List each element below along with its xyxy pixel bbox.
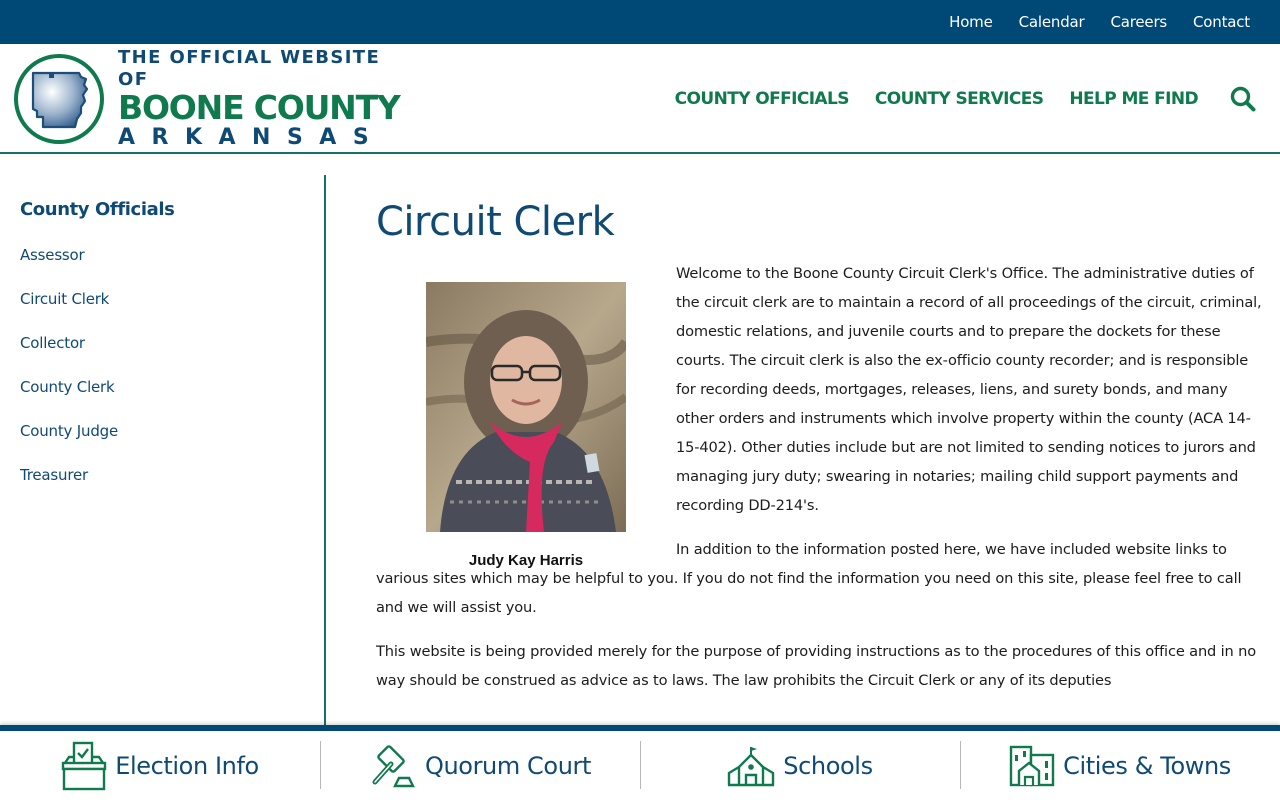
sidebar-link-collector[interactable]: Collector (20, 334, 85, 352)
sidebar-list (20, 245, 118, 509)
sidebar-item-county-judge (20, 421, 118, 465)
sidebar-item-county-clerk (20, 377, 118, 421)
utility-link-calendar[interactable]: Calendar (1018, 13, 1085, 31)
sidebar-link-county-judge[interactable]: County Judge (20, 422, 118, 440)
site-logo[interactable] (14, 47, 414, 150)
utility-link-home[interactable]: Home (949, 13, 993, 31)
official-photo-figure (426, 282, 626, 569)
quick-link-quorum-court[interactable] (320, 731, 640, 800)
site-header (0, 44, 1280, 154)
quick-link-label: Schools (783, 751, 873, 780)
logo-state-name: ARKANSAS (118, 125, 386, 150)
logo-county-name: BOONE COUNTY (118, 88, 400, 127)
nav-help-me-find[interactable]: HELP ME FIND (1069, 89, 1198, 109)
utility-link-contact[interactable]: Contact (1193, 13, 1250, 31)
city-buildings-icon (1009, 745, 1055, 787)
sidebar-link-treasurer[interactable]: Treasurer (20, 466, 88, 484)
schoolhouse-icon (727, 745, 775, 787)
main-nav (675, 44, 1258, 154)
logo-text (118, 47, 414, 151)
sidebar-item-assessor (20, 245, 118, 289)
quick-links-bar (0, 725, 1280, 800)
sidebar-link-county-clerk[interactable]: County Clerk (20, 378, 115, 396)
quick-link-schools[interactable] (640, 731, 960, 800)
nav-county-officials[interactable]: COUNTY OFFICIALS (674, 89, 849, 109)
quick-link-label: Quorum Court (424, 751, 591, 780)
nav-county-services[interactable]: COUNTY SERVICES (874, 89, 1044, 109)
logo-tagline: THE OFFICIAL WEBSITE OF (118, 47, 381, 90)
photo-caption: Judy Kay Harris (468, 552, 584, 569)
main-content (376, 175, 1270, 725)
utility-bar (0, 0, 1280, 44)
quick-link-election-info[interactable] (0, 731, 320, 800)
quick-link-label: Election Info (115, 751, 259, 780)
utility-link-careers[interactable]: Careers (1110, 13, 1168, 31)
gavel-icon (369, 744, 417, 788)
sidebar-item-treasurer (20, 465, 118, 509)
sidebar-link-assessor[interactable]: Assessor (20, 246, 85, 264)
quick-link-cities-towns[interactable] (960, 731, 1280, 800)
paragraph-links: In addition to the information posted here, we have included website links to various sites which may be helpful to you. If you do not find the information you need on this site, please feel free to call and we will assist you. (376, 541, 1242, 616)
sidebar-item-collector (20, 333, 118, 377)
ballot-box-icon (61, 741, 107, 791)
quick-link-label: Cities & Towns (1063, 751, 1231, 780)
page-title: Circuit Clerk (376, 199, 615, 245)
sidebar-link-circuit-clerk[interactable]: Circuit Clerk (20, 290, 110, 308)
official-photo (426, 282, 626, 532)
sidebar (0, 175, 326, 725)
sidebar-title: County Officials (20, 199, 175, 220)
paragraph-disclaimer: This website is being provided merely for the purpose of providing instructions as to the procedures of this office and in no way should be construed as advice as to laws. The law prohibits the Circuit Clerk or any of its deputies (376, 643, 1257, 689)
sidebar-item-circuit-clerk (20, 289, 118, 333)
search-icon (1230, 86, 1256, 112)
arkansas-state-seal-icon (14, 54, 104, 144)
search-button[interactable] (1228, 84, 1258, 114)
utility-nav (949, 0, 1250, 44)
paragraph-intro: Welcome to the Boone County Circuit Clerk's Office. The administrative duties of the circuit clerk are to maintain a record of all proceedings of the circuit, criminal, domestic relations, and juvenile courts and to prepare the dockets for these courts. The circuit clerk is also the ex-officio county recorder; and is responsible for recording deeds, mortgages, releases, liens, and surety bonds, and many other orders and instruments which involve property within the county (ACA 14-15-402). Other duties include but are not limited to sending notices to jurors and managing jury duty; swearing in notaries; mailing child support payments and recording DD-214's. (676, 265, 1262, 514)
